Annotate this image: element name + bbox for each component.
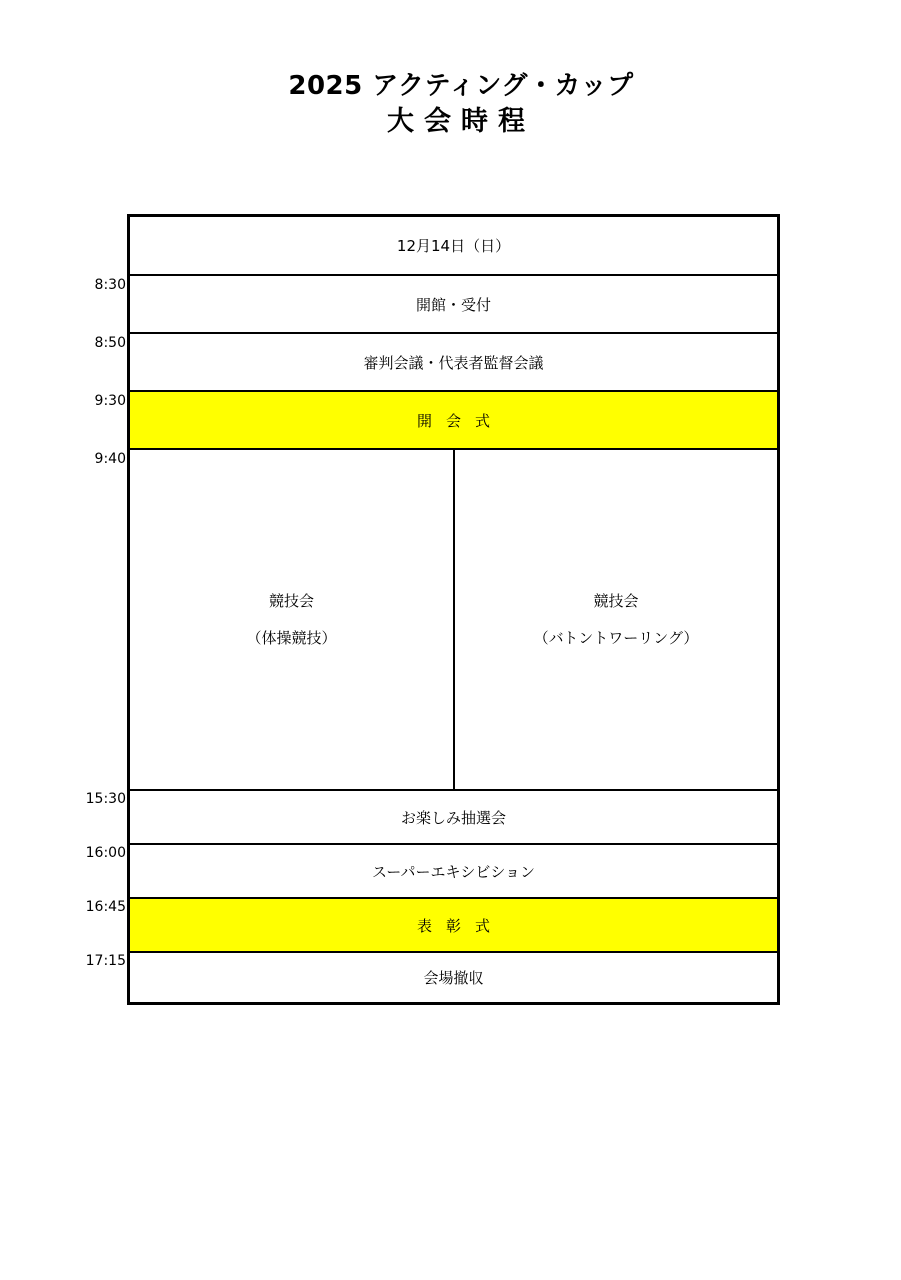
row-label: 開会式 [416, 411, 504, 430]
schedule-heading: 大会時程 [387, 106, 535, 137]
page-title [0, 68, 901, 140]
time-label-1715: 17:15 [85, 953, 126, 969]
event-title: 2025 アクティング・カップ [288, 71, 634, 101]
row-label: お楽しみ抽選会 [400, 808, 506, 827]
row-label: 審判会議・代表者監督会議 [363, 353, 544, 372]
date-row [130, 217, 777, 276]
time-label-1530: 15:30 [85, 791, 126, 807]
schedule-table [127, 214, 780, 1005]
row-label: スーパーエキシビション [371, 862, 536, 881]
time-label-0830: 8:30 [94, 277, 126, 293]
row-label: 開館・受付 [415, 295, 491, 314]
competition-discipline: （バトントワーリング） [533, 628, 699, 647]
time-label-0850: 8:50 [94, 335, 126, 351]
row-label: 会場撤収 [423, 969, 484, 987]
schedule-row-lottery [130, 791, 777, 845]
time-label-1600: 16:00 [85, 845, 126, 861]
schedule-row-exhibition [130, 845, 777, 899]
date-label: 12月14日（日） [396, 237, 511, 255]
schedule-row-opening-reception [130, 276, 777, 334]
schedule-row-venue-teardown [130, 953, 777, 1002]
time-label-1645: 16:45 [85, 899, 126, 915]
row-label: 表彰式 [416, 916, 504, 935]
competition-title: 競技会 [268, 591, 314, 610]
competition-baton-twirling [455, 450, 777, 789]
schedule-row-opening-ceremony [130, 392, 777, 450]
competition-title: 競技会 [593, 591, 639, 610]
competition-discipline: （体操競技） [246, 628, 337, 647]
schedule-row-meetings [130, 334, 777, 392]
time-label-0930: 9:30 [94, 393, 126, 409]
schedule-row-awards-ceremony [130, 899, 777, 953]
competition-block [130, 450, 777, 791]
competition-gymnastics [130, 450, 455, 789]
time-label-0940: 9:40 [94, 451, 126, 467]
